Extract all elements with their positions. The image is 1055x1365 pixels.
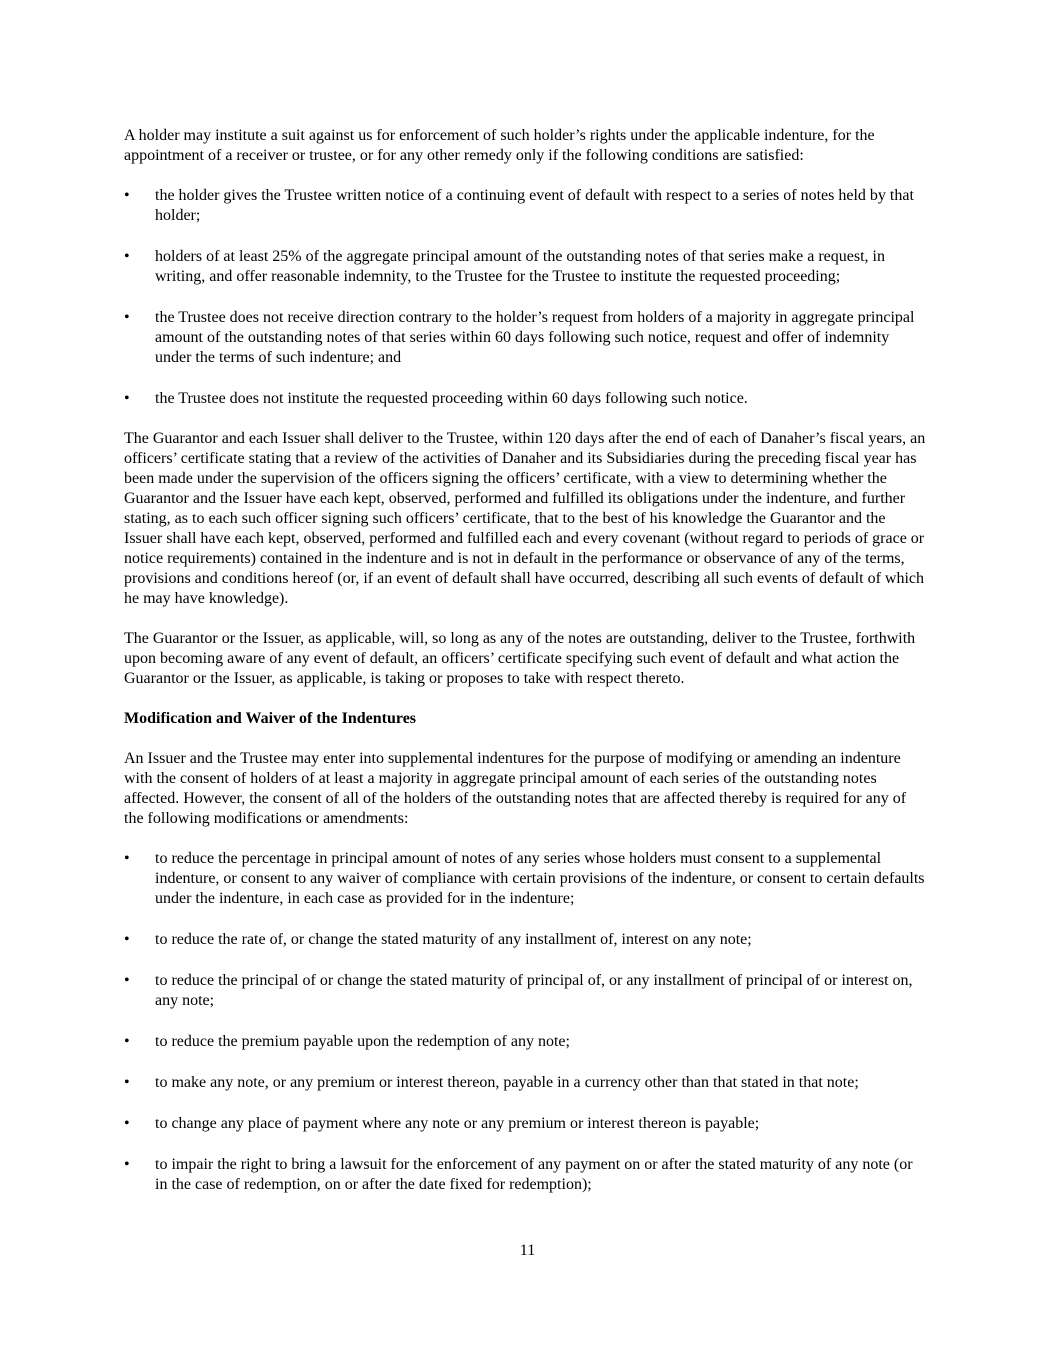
list-item-text: to reduce the principal of or change the stated maturity of principal of, or any installment of principal of or interest on, any note; [155, 972, 913, 1009]
list-item [124, 1155, 926, 1195]
list-item-text: to reduce the rate of, or change the stated maturity of any installment of, interest on any note; [155, 931, 752, 948]
list-item [124, 971, 926, 1011]
list-item [124, 1114, 926, 1134]
bullet-glyph: • [124, 850, 130, 867]
paragraph-default-notice: The Guarantor or the Issuer, as applicable, will, so long as any of the notes are outstanding, deliver to the Trustee, forthwith upon becoming aware of any event of default, an officers’ certificate specifying such event of default and what action the Guarantor or the Issuer, as applicable, is taking or proposes to take with respect thereto. [124, 630, 916, 687]
list-item [124, 849, 926, 909]
bullet-glyph: • [124, 187, 130, 204]
bullet-glyph: • [124, 248, 130, 265]
list-item [124, 1073, 926, 1093]
paragraph-suit-conditions-intro: A holder may institute a suit against us for enforcement of such holder’s rights under the applicable indenture, for the appointment of a receiver or trustee, or for any other remedy only if the following conditions are satisfied: [124, 127, 875, 164]
list-item [124, 186, 926, 226]
list-item [124, 308, 926, 368]
page-number: 11 [519, 1242, 536, 1259]
bullet-glyph: • [124, 390, 130, 407]
list-item [124, 1032, 926, 1052]
list-item [124, 247, 926, 287]
paragraph-officers-certificate: The Guarantor and each Issuer shall deliver to the Trustee, within 120 days after the end of each of Danaher’s fiscal years, an officers’ certificate stating that a review of the activities of Danaher and its Subsidiaries during the preceding fiscal year has been made under the supervision of the officers signing the officers’ certificate, with a view to determining whether the Guarantor and the Issuer have each kept, observed, performed and fulfilled its obligations under the indenture, and further stating, as to each such officer signing such officers’ certificate, that to the best of his knowledge the Guarantor and the Issuer shall have each kept, observed, performed and fulfilled each and every covenant (without regard to periods of grace or notice requirements) contained in the indenture and is not in default in the performance or observance of any of the terms, provisions and conditions hereof (or, if an event of default shall have occurred, describing all such events of default of which he may have knowledge). [124, 430, 926, 607]
bullet-glyph: • [124, 1156, 130, 1173]
bullet-glyph: • [124, 1033, 130, 1050]
modifications-list [124, 849, 926, 1195]
list-item-text: to change any place of payment where any note or any premium or interest thereon is payable; [155, 1115, 760, 1132]
bullet-glyph: • [124, 972, 130, 989]
page-content [124, 126, 926, 1195]
list-item-text: to reduce the premium payable upon the redemption of any note; [155, 1033, 570, 1050]
suit-conditions-list [124, 186, 926, 409]
list-item [124, 389, 926, 409]
list-item-text: to reduce the percentage in principal amount of notes of any series whose holders must consent to a supplemental indenture, or consent to any waiver of compliance with certain provisions of the indenture, or consent to certain defaults under the indenture, in each case as provided for in the indenture; [155, 850, 925, 907]
list-item-text: the holder gives the Trustee written notice of a continuing event of default with respect to a series of notes held by that holder; [155, 187, 914, 224]
bullet-glyph: • [124, 1074, 130, 1091]
list-item-text: to make any note, or any premium or interest thereon, payable in a currency other than that stated in that note; [155, 1074, 859, 1091]
list-item-text: the Trustee does not institute the requested proceeding within 60 days following such notice. [155, 390, 748, 407]
list-item-text: to impair the right to bring a lawsuit for the enforcement of any payment on or after the stated maturity of any note (or in the case of redemption, on or after the date fixed for redemption); [155, 1156, 913, 1193]
list-item-text: holders of at least 25% of the aggregate principal amount of the outstanding notes of that series make a request, in writing, and offer reasonable indemnity, to the Trustee for the Trustee to institute the requested proceeding; [155, 248, 885, 285]
list-item-text: the Trustee does not receive direction contrary to the holder’s request from holders of a majority in aggregate principal amount of the outstanding notes of that series within 60 days following such notice, request and offer of indemnity under the terms of such indenture; and [155, 309, 915, 366]
list-item [124, 930, 926, 950]
bullet-glyph: • [124, 1115, 130, 1132]
paragraph-supplemental-indentures: An Issuer and the Trustee may enter into supplemental indentures for the purpose of modifying or amending an indenture with the consent of holders of at least a majority in aggregate principal amount of each series of the outstanding notes affected. However, the consent of all of the holders of the outstanding notes that are affected thereby is required for any of the following modifications or amendments: [124, 750, 907, 827]
bullet-glyph: • [124, 931, 130, 948]
section-heading: Modification and Waiver of the Indentures [124, 710, 417, 727]
bullet-glyph: • [124, 309, 130, 326]
